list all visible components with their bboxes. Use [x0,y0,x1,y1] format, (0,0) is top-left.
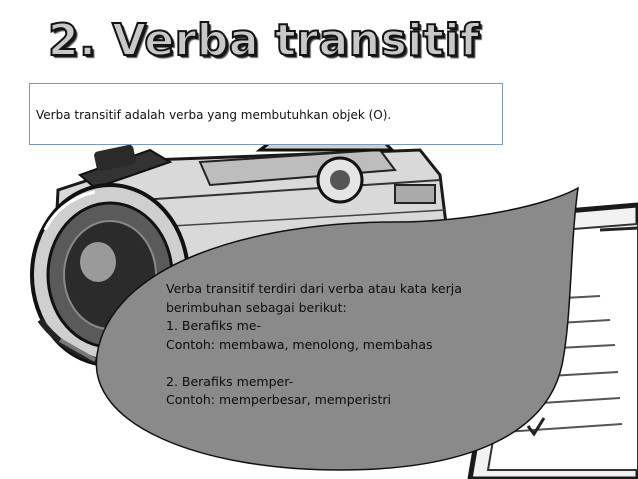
bubble-line: Contoh: memperbesar, memperistri [166,392,391,407]
bubble-line: 1. Berafiks me- [166,318,261,333]
bubble-line [166,354,462,373]
bubble-text [166,280,462,410]
bubble-line: Verba transitif terdiri dari verba atau kata kerja [166,281,462,296]
definition-text: Verba transitif adalah verba yang membutuhkan objek (O). [36,108,392,122]
slide-title: 2. Verba transitif [48,15,480,66]
bubble-line: berimbuhan sebagai berikut: [166,299,347,315]
bubble-line: Contoh: membawa, menolong, membahas [166,336,433,352]
bubble-line: 2. Berafiks memper- [166,373,294,389]
